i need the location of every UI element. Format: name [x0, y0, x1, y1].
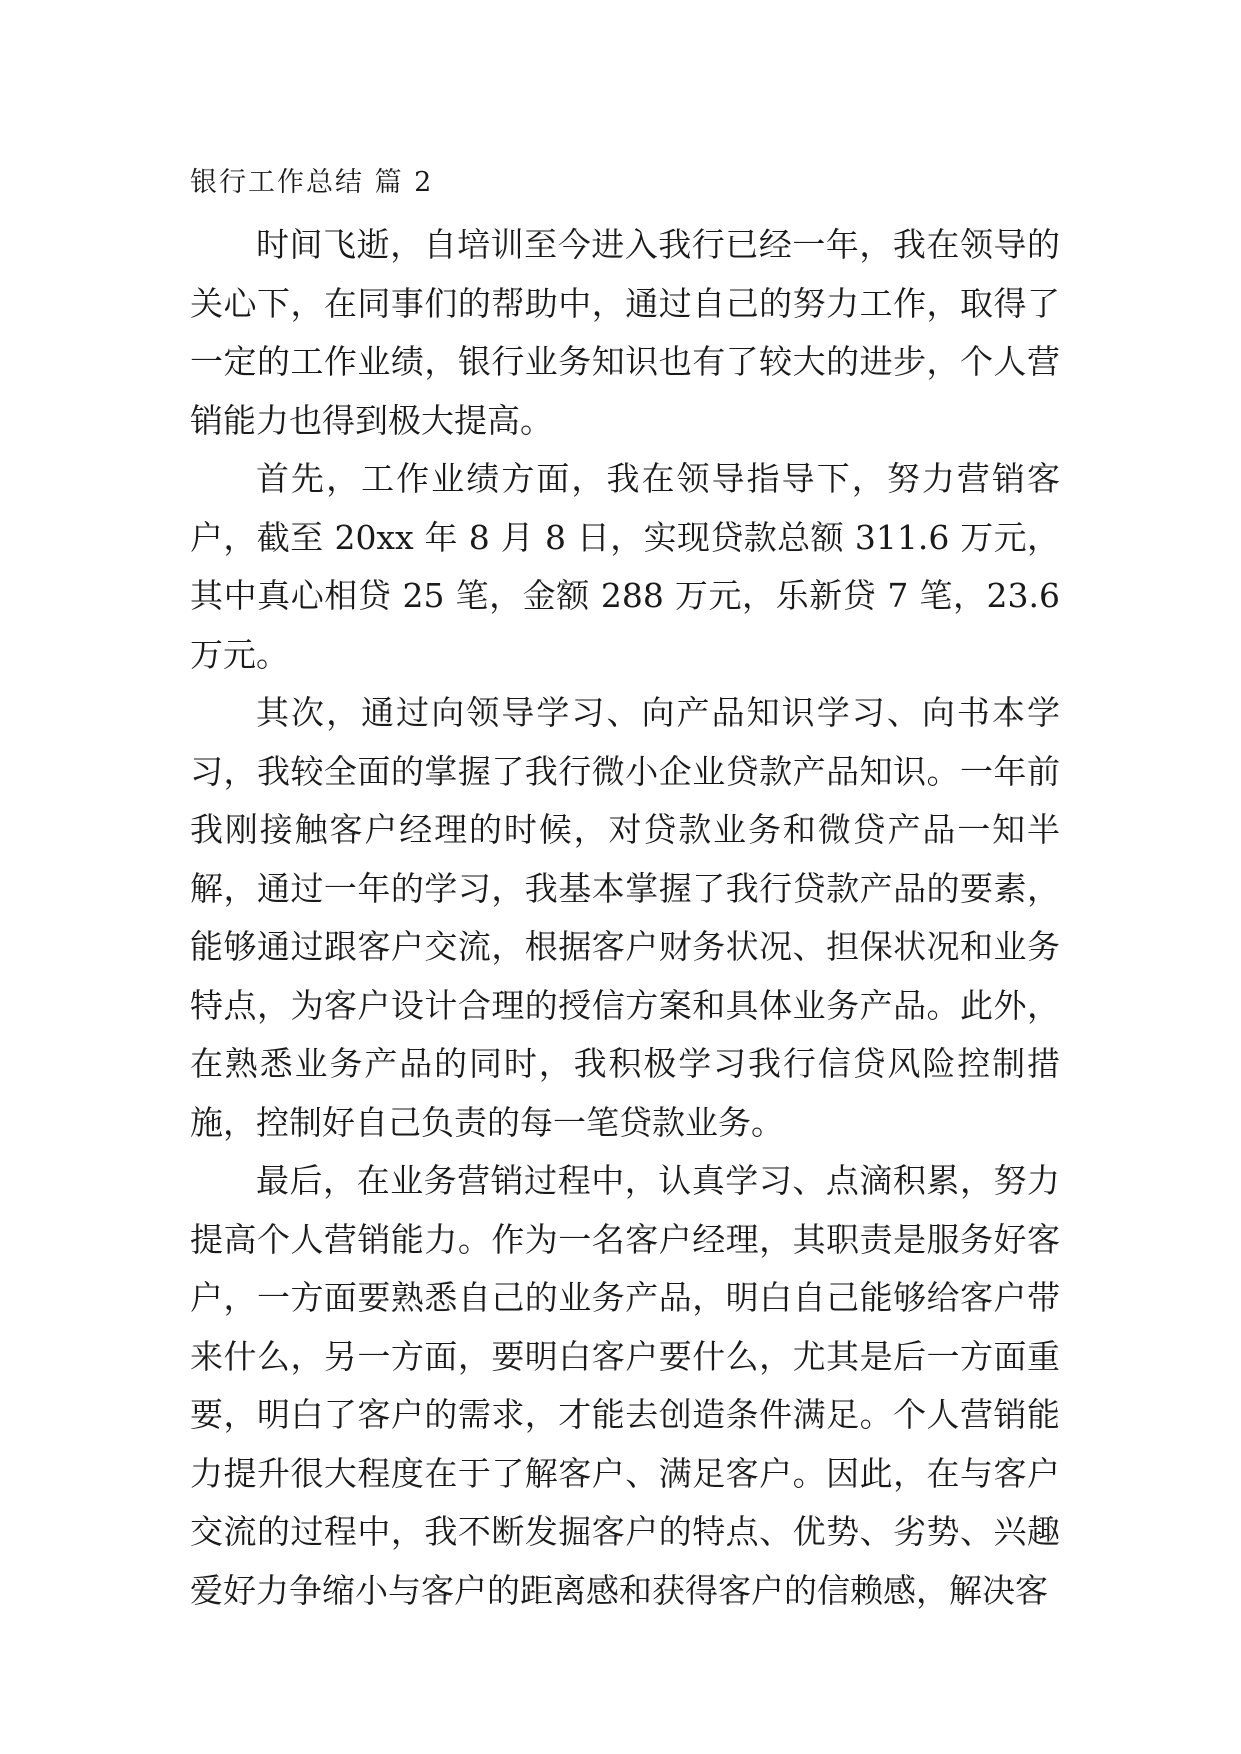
- paragraph-learning: 其次，通过向领导学习、向产品知识学习、向书本学习，我较全面的掌握了我行微小企业贷款产品知识。一年前我刚接触客户经理的时候，对贷款业务和微贷产品一知半解，通过一年的学习，我基本掌握了我行贷款产品的要素，能够通过跟客户交流，根据客户财务状况、担保状况和业务特点，为客户设计合理的授信方案和具体业务产品。此外，在熟悉业务产品的同时，我积极学习我行信贷风险控制措施，控制好自己负责的每一笔贷款业务。: [190, 693, 1060, 1142]
- paragraph-marketing: 最后，在业务营销过程中，认真学习、点滴积累，努力提高个人营销能力。作为一名客户经理，其职责是服务好客户，一方面要熟悉自己的业务产品，明白自己能够给客户带来什么，另一方面，要明白客户要什么，尤其是后一方面重要，明白了客户的需求，才能去创造条件满足。个人营销能力提升很大程度在于了解客户、满足客户。因此，在与客户交流的过程中，我不断发掘客户的特点、优势、劣势、兴趣爱好力争缩小与客户的距离感和获得客户的信赖感，解决客: [190, 1161, 1060, 1610]
- document-title: 银行工作总结 篇 2: [190, 167, 434, 198]
- paragraph-intro: 时间飞逝，自培训至今进入我行已经一年，我在领导的关心下，在同事们的帮助中，通过自己的努力工作，取得了一定的工作业绩，银行业务知识也有了较大的进步，个人营销能力也得到极大提高。: [190, 225, 1060, 440]
- document-body: [190, 216, 1060, 1620]
- paragraph-performance: 首先，工作业绩方面，我在领导指导下，努力营销客户，截至 20xx 年 8 月 8 日，实现贷款总额 311.6 万元，其中真心相贷 25 笔，金额 288 万元，乐新贷 7 笔，23.6 万元。: [190, 459, 1060, 674]
